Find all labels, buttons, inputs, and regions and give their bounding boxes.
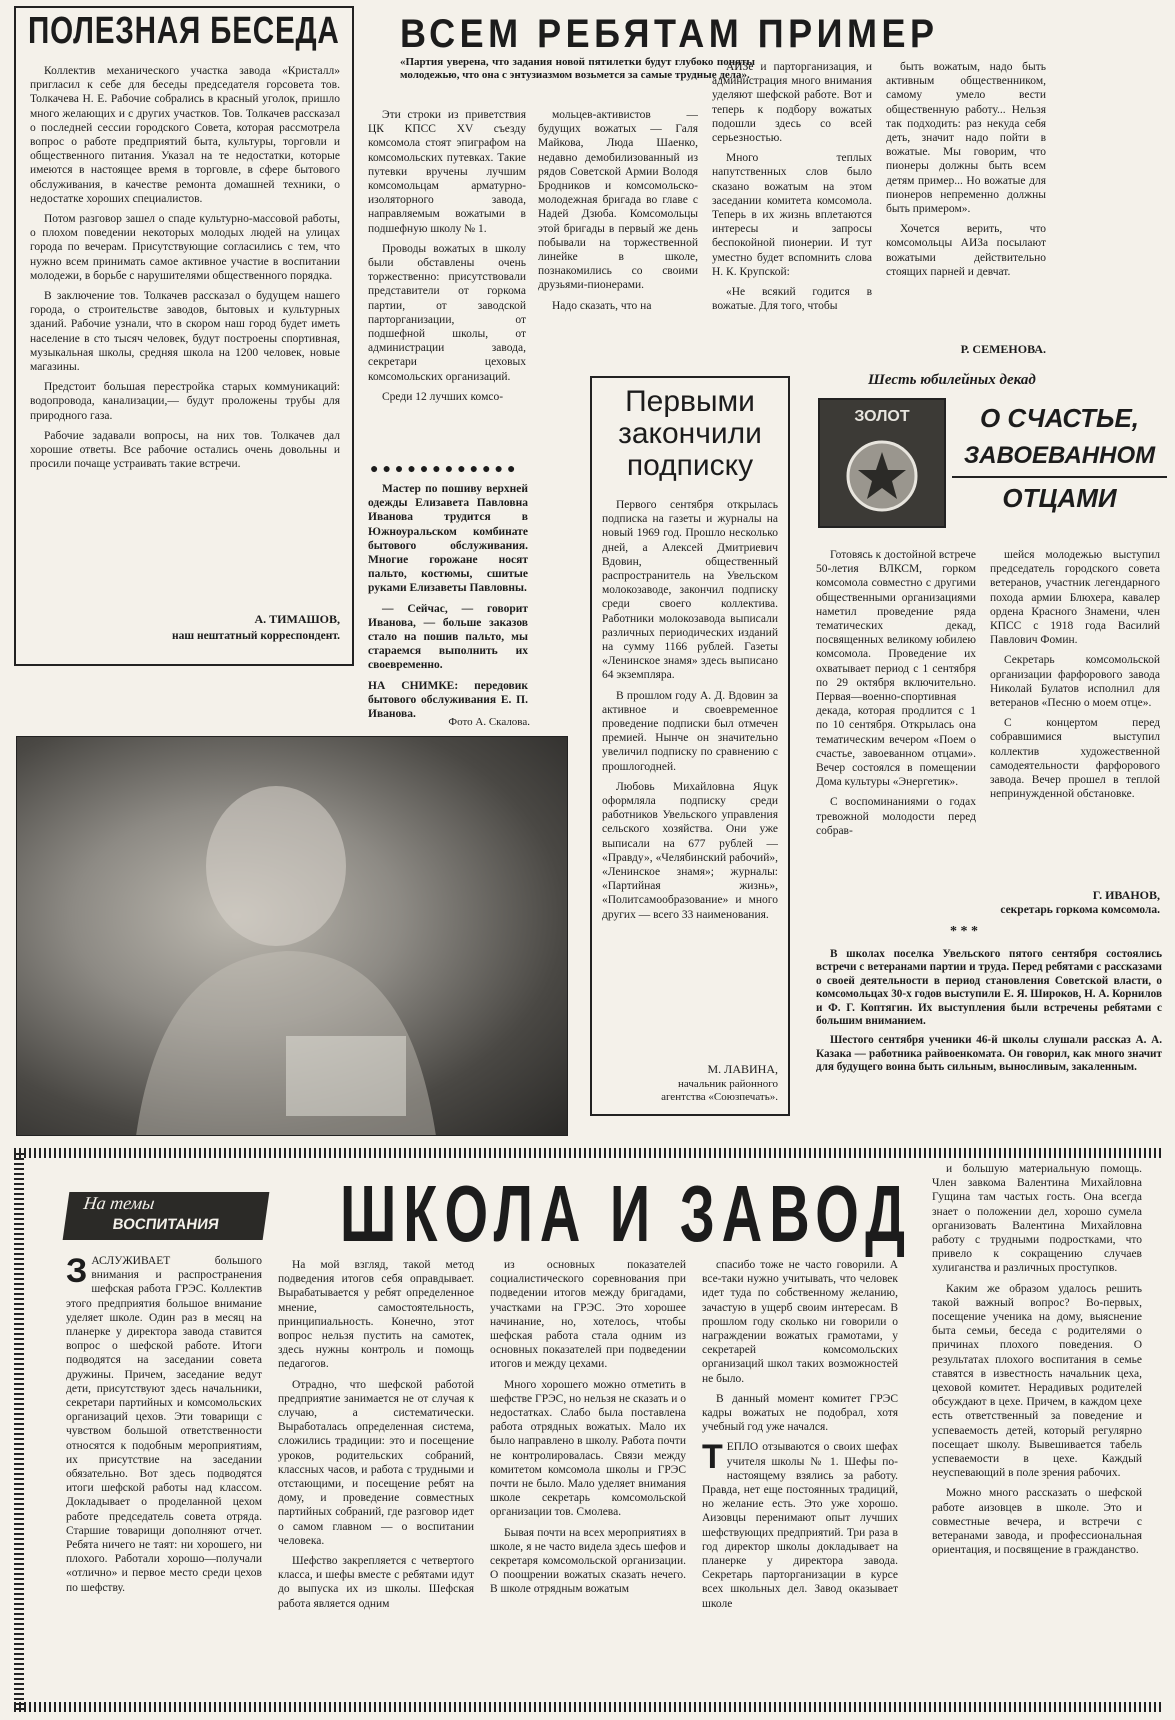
schastie-title bbox=[952, 400, 1167, 518]
paragraph: Хочется верить, что комсомольцы АИЗа посылают вожатыми действительно стоящих парней и девчат. bbox=[886, 223, 1046, 278]
paragraph: Эти строки из приветствия ЦК КПСС XV съезду комсомола стоят эпиграфом на комсомольских путевках. Такие путевки вручены лучшим комсомольцам арматурно-изоляторного завода, направляемым вожатыми в подшефную школу № 1. bbox=[368, 109, 526, 235]
paragraph: С концертом перед собравшимися выступил коллектив художественной самодеятельности фарфорового завода. Вечер прошел в теплой непринужденной обстановке. bbox=[990, 717, 1160, 801]
author-role-schastie: секретарь горкома комсомола. bbox=[1000, 904, 1160, 916]
hatch-top bbox=[14, 1148, 1162, 1158]
photo-silhouette bbox=[16, 736, 568, 1136]
title-line: ОТЦАМИ bbox=[1002, 483, 1117, 513]
dots-ornament: ●●●●●●●●●●●● bbox=[370, 462, 520, 477]
paragraph: быть вожатым, надо быть активным общественником, самому умело вести общественную работу... Нельзя так подходить: раз некуда себя деть, значит надо пойти в вожатые. Мы говорим, что пионеры должны быть всем детям пример... Но вожатые для пионеров непременно должны быть примером». bbox=[886, 61, 1046, 216]
paragraph: Много хорошего можно отметить в шефстве ГРЭС, но нельзя не сказать и о недостатках. Слабо была поставлена работа отрядных вожатых. Мало их было направлено в школу. Работа почти не контролировалась. Связи между комитетом комсомола школы и ГРЭС почти не было. Мало уделяет внимания школе секретарь комсомольской организации тов. Смолева. bbox=[490, 1378, 686, 1519]
author-beseda: А. ТИМАШОВ, bbox=[254, 612, 340, 626]
rubric-badge bbox=[63, 1192, 270, 1240]
caption-label: НА СНИМКЕ: bbox=[368, 679, 459, 692]
photo-caption bbox=[368, 679, 528, 722]
paragraph: мольцев-активистов — будущих вожатых — Галя Майкова, Люда Шаенко, недавно демобилизованный из рядов Советской Армии Володя Бродников и комсомольско-молодежная бригада во главе с Надей Дзюба. Комсомольцы этой бригады в первый же день побывали на торжественной линейке в школе, познакомились со своими друзьями-пионерами. bbox=[538, 109, 698, 292]
badge-emblem bbox=[818, 398, 946, 528]
title-line: закончили bbox=[618, 417, 762, 450]
title-line: Первыми bbox=[625, 385, 755, 418]
author-role-beseda: наш нештатный корреспондент. bbox=[172, 630, 340, 642]
photo-credit: Фото А. Скалова. bbox=[448, 716, 530, 728]
schastie-col-2 bbox=[990, 548, 1160, 883]
paragraph: Секретарь комсомольской организации фарфорового завода Николай Булатов исполнил для ветеранов «Песню о моем отце». bbox=[990, 654, 1160, 710]
paragraph: Бывая почти на всех мероприятиях в школе, я не часто видела здесь шефов и секретаря комсомольской организации. О поощрении вожатых сказать нечего. В школе отрядным вожатым bbox=[490, 1526, 686, 1596]
primer-col-4 bbox=[886, 60, 1046, 338]
shkola-col-1 bbox=[66, 1254, 262, 1698]
badge-label: ЗОЛОТ bbox=[854, 408, 910, 425]
stars-divider: * * * bbox=[950, 924, 978, 939]
paragraph: Среди 12 лучших комсо- bbox=[382, 390, 504, 403]
paragraph: спасибо тоже не часто говорили. А все-таки нужно учитывать, что человек идет туда по собственному желанию, зачастую в ущерб своим интересам. В прошлом году сколько ни говорили о награждении вожатых грамотами, у секретарей комсомольских организаций школ таких возможностей не было. bbox=[702, 1259, 898, 1385]
paragraph: Готовясь к достойной встрече 50-летия ВЛКСМ, горком комсомола совместно с другими общественными организациями наметил проведение ряда тематических декад, посвященных великому юбилею комсомола. Проведение их охватывает период с 1 сентября по 29 октября включительно. Первая—военно-спортивная декада, которая продлится с 1 по 10 сентября. Открылась она тематическим вечером «Поем о счастье, завоеванном отцами». Вечер состоялся в помещении Дома культуры «Энергетик». bbox=[816, 549, 976, 789]
paragraph: В данный момент комитет ГРЭС кадры вожатых не подобрал, хотя учебный год уже начался. bbox=[702, 1392, 898, 1434]
paragraph: Отрадно, что шефской работой предприятие занимается не от случая к случаю, а систематически. Выработалась определенная система, сложились традиции: это и посещение уроков, родительских собраний, классных часов, и работа с трудными и отстающими, и посещение ребят на дому, и проведение совместных партийных собраний, где разговор идет о самом главном — о воспитании человека. bbox=[278, 1378, 474, 1547]
paragraph: из основных показателей социалистического соревнования при подведении итогов между бригадами, участками на ГРЭС. Это хорошее начинание, но, хотелось, чтобы шефская работа стала одним из основных показателей при подведении итогов и между цехами. bbox=[490, 1259, 686, 1371]
lead-text: АСЛУЖИВАЕТ большого внимания и распространения шефская работа ГРЭС. Коллектив этого предприятия большое внимание уделяет школе. Один раз в месяц на планерке у директора завода ставится вопрос о шефской работе. Итоги подводятся на заседании совета дружины. Причем, заседание ведут дети, присутствуют здесь начальники, секретари партийных и комсомольских организаций цехов. Эти товарищи с чувством большой ответственности относятся к подобным мероприятиям, их присутствие на заседании обязательно. Вот здесь подводятся итоги шефской работы над классом. Докладывает о проделанной цехом работе председатель совета отряда. Старшие товарищи дополняют отчет. Ребята ничего не таят: ни хорошего, ни плохого. Работали хорошо—получали «отлично» и первое место среди цехов по шефству. bbox=[66, 1255, 262, 1594]
paragraph: шейся молодежью выступил председатель городского совета ветеранов, участник легендарного похода армии Блюхера, кавалер ордена Красного Знамени, член КПСС с 1918 года Василий Павлович Фомин. bbox=[990, 549, 1160, 647]
article-body-beseda bbox=[30, 64, 340, 604]
paragraph: «Не всякий годится в вожатые. Для того, чтобы bbox=[712, 286, 872, 313]
paragraph: Потом разговор зашел о спаде культурно-массовой работы, о плохом поведении некоторых молодых людей на улицах города по вечерам. Присутствующие согласились с тем, что нужно всем принимать самое активное участие в воспитании молодежи, в борьбе с нарушителями общественного порядка. bbox=[30, 213, 340, 282]
paragraph: Любовь Михайловна Яцук оформляла подписку среди работников Увельского управления сельского хозяйства. Они уже выписали на 677 рублей — «Правду», «Челябинский рабочий», «Ленинское знамя»; журналы: «Партийная жизнь», «Политсамообразование» и много других — всего 33 наименования. bbox=[602, 780, 778, 921]
paragraph: Каким же образом удалось решить такой важный вопрос? Во-первых, посещение ученика на дому, выяснение быта семьи, беседа с родителями о причинах плохого поведения. О результатах плохого воспитания в семье ставятся в известность начальник цеха, цеховой комитет. Нерадивых родителей обсуждают в цехе. Причем, в каждом цехе есть ответственный за поведение и успеваемость детей, который регулярно посещает школу. Вывешивается табель успеваемости в цехе. Каждый неуспевающий в поле зрения рабочих. bbox=[932, 1282, 1142, 1480]
title-line: ЗАВОЕВАННОМ bbox=[952, 436, 1167, 478]
paragraph: и большую материальную помощь. Член завкома Валентина Михайловна Гущина там частых гость. Она всегда знает о положении дел, хорошо сумела организовать Валентина Михайловна работу с трудными подростками, что привело к сокращению случаев хулиганства и различных проступков. bbox=[932, 1163, 1142, 1275]
caption-text: передовик бытового обслуживания Е. П. Иванова. bbox=[368, 679, 528, 721]
author-primer: Р. СЕМЕНОВА. bbox=[960, 342, 1046, 356]
podpiska-body bbox=[602, 498, 778, 1058]
shkola-col-2 bbox=[278, 1258, 474, 1698]
author-podpiska: М. ЛАВИНА, bbox=[707, 1062, 778, 1076]
paragraph bbox=[66, 1254, 262, 1595]
lead-text: ЕПЛО отзываются о своих шефах учителя школы № 1. Шефы по-настоящему взялись за работу. Правда, нет еще постоянных традиций, но желание есть. Это уже хорошо. Аизовцы перенимают опыт лучших шефствующих предприятий. Три раза в год директор школы докладывает на планерке у директора завода. Секретарь парторганизации в курсе всех школьных дел. Завод оказывает школе bbox=[702, 1441, 898, 1610]
podpiska-title bbox=[596, 386, 784, 482]
photo-seamstress bbox=[16, 736, 568, 1136]
title-line: подписку bbox=[626, 449, 754, 482]
paragraph: Много теплых напутственных слов было сказано вожатым на этом заседании комитета комсомола. Теперь в их жизнь вплетаются интересы и запросы беспокойной пионерии. И тут уместно будет вспомнить слова Н. К. Крупской: bbox=[712, 152, 872, 278]
primer-col-3 bbox=[712, 60, 872, 355]
paragraph: Можно много рассказать о шефской работе аизовцев в школе. Это и совместные вечера, и встречи с ветеранами завода, и профессиональная ориентация, и посвящение в гражданство. bbox=[932, 1487, 1142, 1557]
paragraph: В заключение тов. Толкачев рассказал о будущем нашего города, о строительстве заводов, бытовых и культурных зданий. Рабочие узнали, что в скором наш город будет иметь население в сто тысяч человек, будут построены спортивная, музыкальная школы, средняя школа на 1200 человек, новые магазины. bbox=[30, 290, 340, 374]
shkola-col-5 bbox=[932, 1162, 1142, 1698]
article-title-primer: ВСЕМ РЕБЯТАМ ПРИМЕР bbox=[400, 12, 939, 56]
paragraph: Предстоит большая перестройка старых коммуникаций: водопровода, канализации,— будут проложены трубы для природного газа. bbox=[30, 381, 340, 422]
paragraph: АИЗе и парторганизация, и администрация много внимания уделяют шефской работе. Вот и теперь к подбору вожатых подошли здесь со всей серьезностью. bbox=[712, 61, 872, 145]
paragraph bbox=[702, 1440, 898, 1610]
paragraph: В прошлом году А. Д. Вдовин за активное и своевременное проведение подписки был отмечен премией. Нынче он значительно увеличил подписку по сравнению с прошлогодней. bbox=[602, 689, 778, 773]
paragraph: Шефство закрепляется с четвертого класса, и шефы вместе с ребятами идут до выпуска их из школы. Шефская работа является одним bbox=[278, 1555, 474, 1610]
primer-col-2 bbox=[538, 108, 698, 358]
shkola-col-4 bbox=[702, 1258, 898, 1698]
hatch-bottom bbox=[14, 1702, 1162, 1712]
paragraph: Шестого сентября ученики 46-й школы слушали рассказ А. А. Казака — работника райвоенкомата. Он говорил, как много значит для будущего воина быть сильным, выносливым, закаленным. bbox=[816, 1034, 1162, 1074]
paragraph: В школах поселка Увельского пятого сентября состоялись встречи с ветеранами партии и труда. Перед ребятами с рассказами о своей деятельности в период становления Советской власти, о комсомольцах 30-х годов выступили Е. Я. Широков, Н. А. Корнилов и Ф. Г. Коптягин. Их выступления были встречены ребятами с большим вниманием. bbox=[816, 948, 1162, 1028]
paragraph: Мастер по пошиву верхней одежды Елизавета Павловна Иванова трудится в Южноуральском комбинате бытового обслуживания. Многие горожане носят пальто, костюмы, сшитые руками Елизаветы Павловны. bbox=[368, 483, 528, 595]
paragraph: Коллектив механического участка завода «Кристалл» пригласил к себе для беседы председателя горсовета тов. Толкачева Н. Е. Рабочие собрались в красный уголок, пришло много желающих и с других участков. Тов. Толкачев рассказал о последней сессии городского Совета, которая рассмотрела вопрос о работе предприятий быта, культуры, торговли и общественного питания. Указал на те недостатки, которые имеются в настоящее время в торговле, в сфере бытового обслуживания, в качестве ремонта домашней техники, о недостатке хороших специалистов. bbox=[30, 65, 340, 205]
drop-cap: Т bbox=[702, 1438, 723, 1477]
schastie-col-1 bbox=[816, 548, 976, 938]
author-schastie: Г. ИВАНОВ, bbox=[1092, 888, 1160, 902]
master-note bbox=[368, 482, 528, 732]
paragraph: Рабочие задавали вопросы, на них тов. Толкачев дал хорошие ответы. Все рабочие остались очень довольны и просили почаще устраивать такие встречи. bbox=[30, 429, 340, 471]
kicker-schastie: Шесть юбилейных декад bbox=[868, 372, 1036, 388]
paragraph: Проводы вожатых в школу были обставлены очень торжественно: присутствовали представители от горкома партии, от заводской парторганизации, от подшефной школы, от администрации завода, секретари цеховых комсомольских организаций. bbox=[368, 242, 526, 383]
paragraph: Первого сентября открылась подписка на газеты и журналы на новый 1969 год. Прошло несколько дней, а Алексей Дмитриевич Вдовин, общественный распространитель на Увельском молокозаводе, закончил подписку среди своего коллектива. Работники молокозавода выписали различных периодических изданий на сумму 1166 рублей. Газеты «Ленинское знамя» здесь выписано 64 экземпляра. bbox=[602, 499, 778, 682]
shkola-col-3 bbox=[490, 1258, 686, 1698]
primer-col-1 bbox=[368, 108, 526, 458]
drop-cap: З bbox=[66, 1254, 88, 1290]
epigraph: «Партия уверена, что задания новой пятилетки будут глубоко поняты молодежью, что она с энтузиазмом возьмется за самые трудные дела». bbox=[400, 56, 755, 81]
rubric-line: На темы bbox=[82, 1193, 156, 1213]
hatch-left bbox=[14, 1150, 24, 1710]
paragraph: — Сейчас, — говорит Иванова, — больше заказов стало на пошив пальто, мы стараемся выполнить их своевременно. bbox=[368, 602, 528, 672]
rubric-line: ВОСПИТАНИЯ bbox=[111, 1216, 220, 1233]
paragraph: Надо сказать, что на bbox=[552, 299, 652, 312]
schastie-note bbox=[816, 948, 1162, 1138]
paragraph: С воспоминаниями о годах тревожной молодости перед собрав- bbox=[816, 796, 976, 837]
medal-icon bbox=[820, 426, 944, 526]
author-role-podpiska: начальник районного агентства «Союзпечать». bbox=[661, 1078, 778, 1103]
paragraph: На мой взгляд, такой метод подведения итогов себя оправдывает. Вырабатывается у ребят определенное мнение, самостоятельность, принципиальность. Конечно, этот вопрос нельзя пустить на самотек, здесь нужны контроль и помощь педагогов. bbox=[278, 1259, 474, 1371]
article-title-beseda: ПОЛЕЗНАЯ БЕСЕДА bbox=[28, 10, 340, 52]
article-title-shkola: ШКОЛА И ЗАВОД bbox=[340, 1169, 913, 1258]
title-line: О СЧАСТЬЕ, bbox=[979, 403, 1140, 433]
